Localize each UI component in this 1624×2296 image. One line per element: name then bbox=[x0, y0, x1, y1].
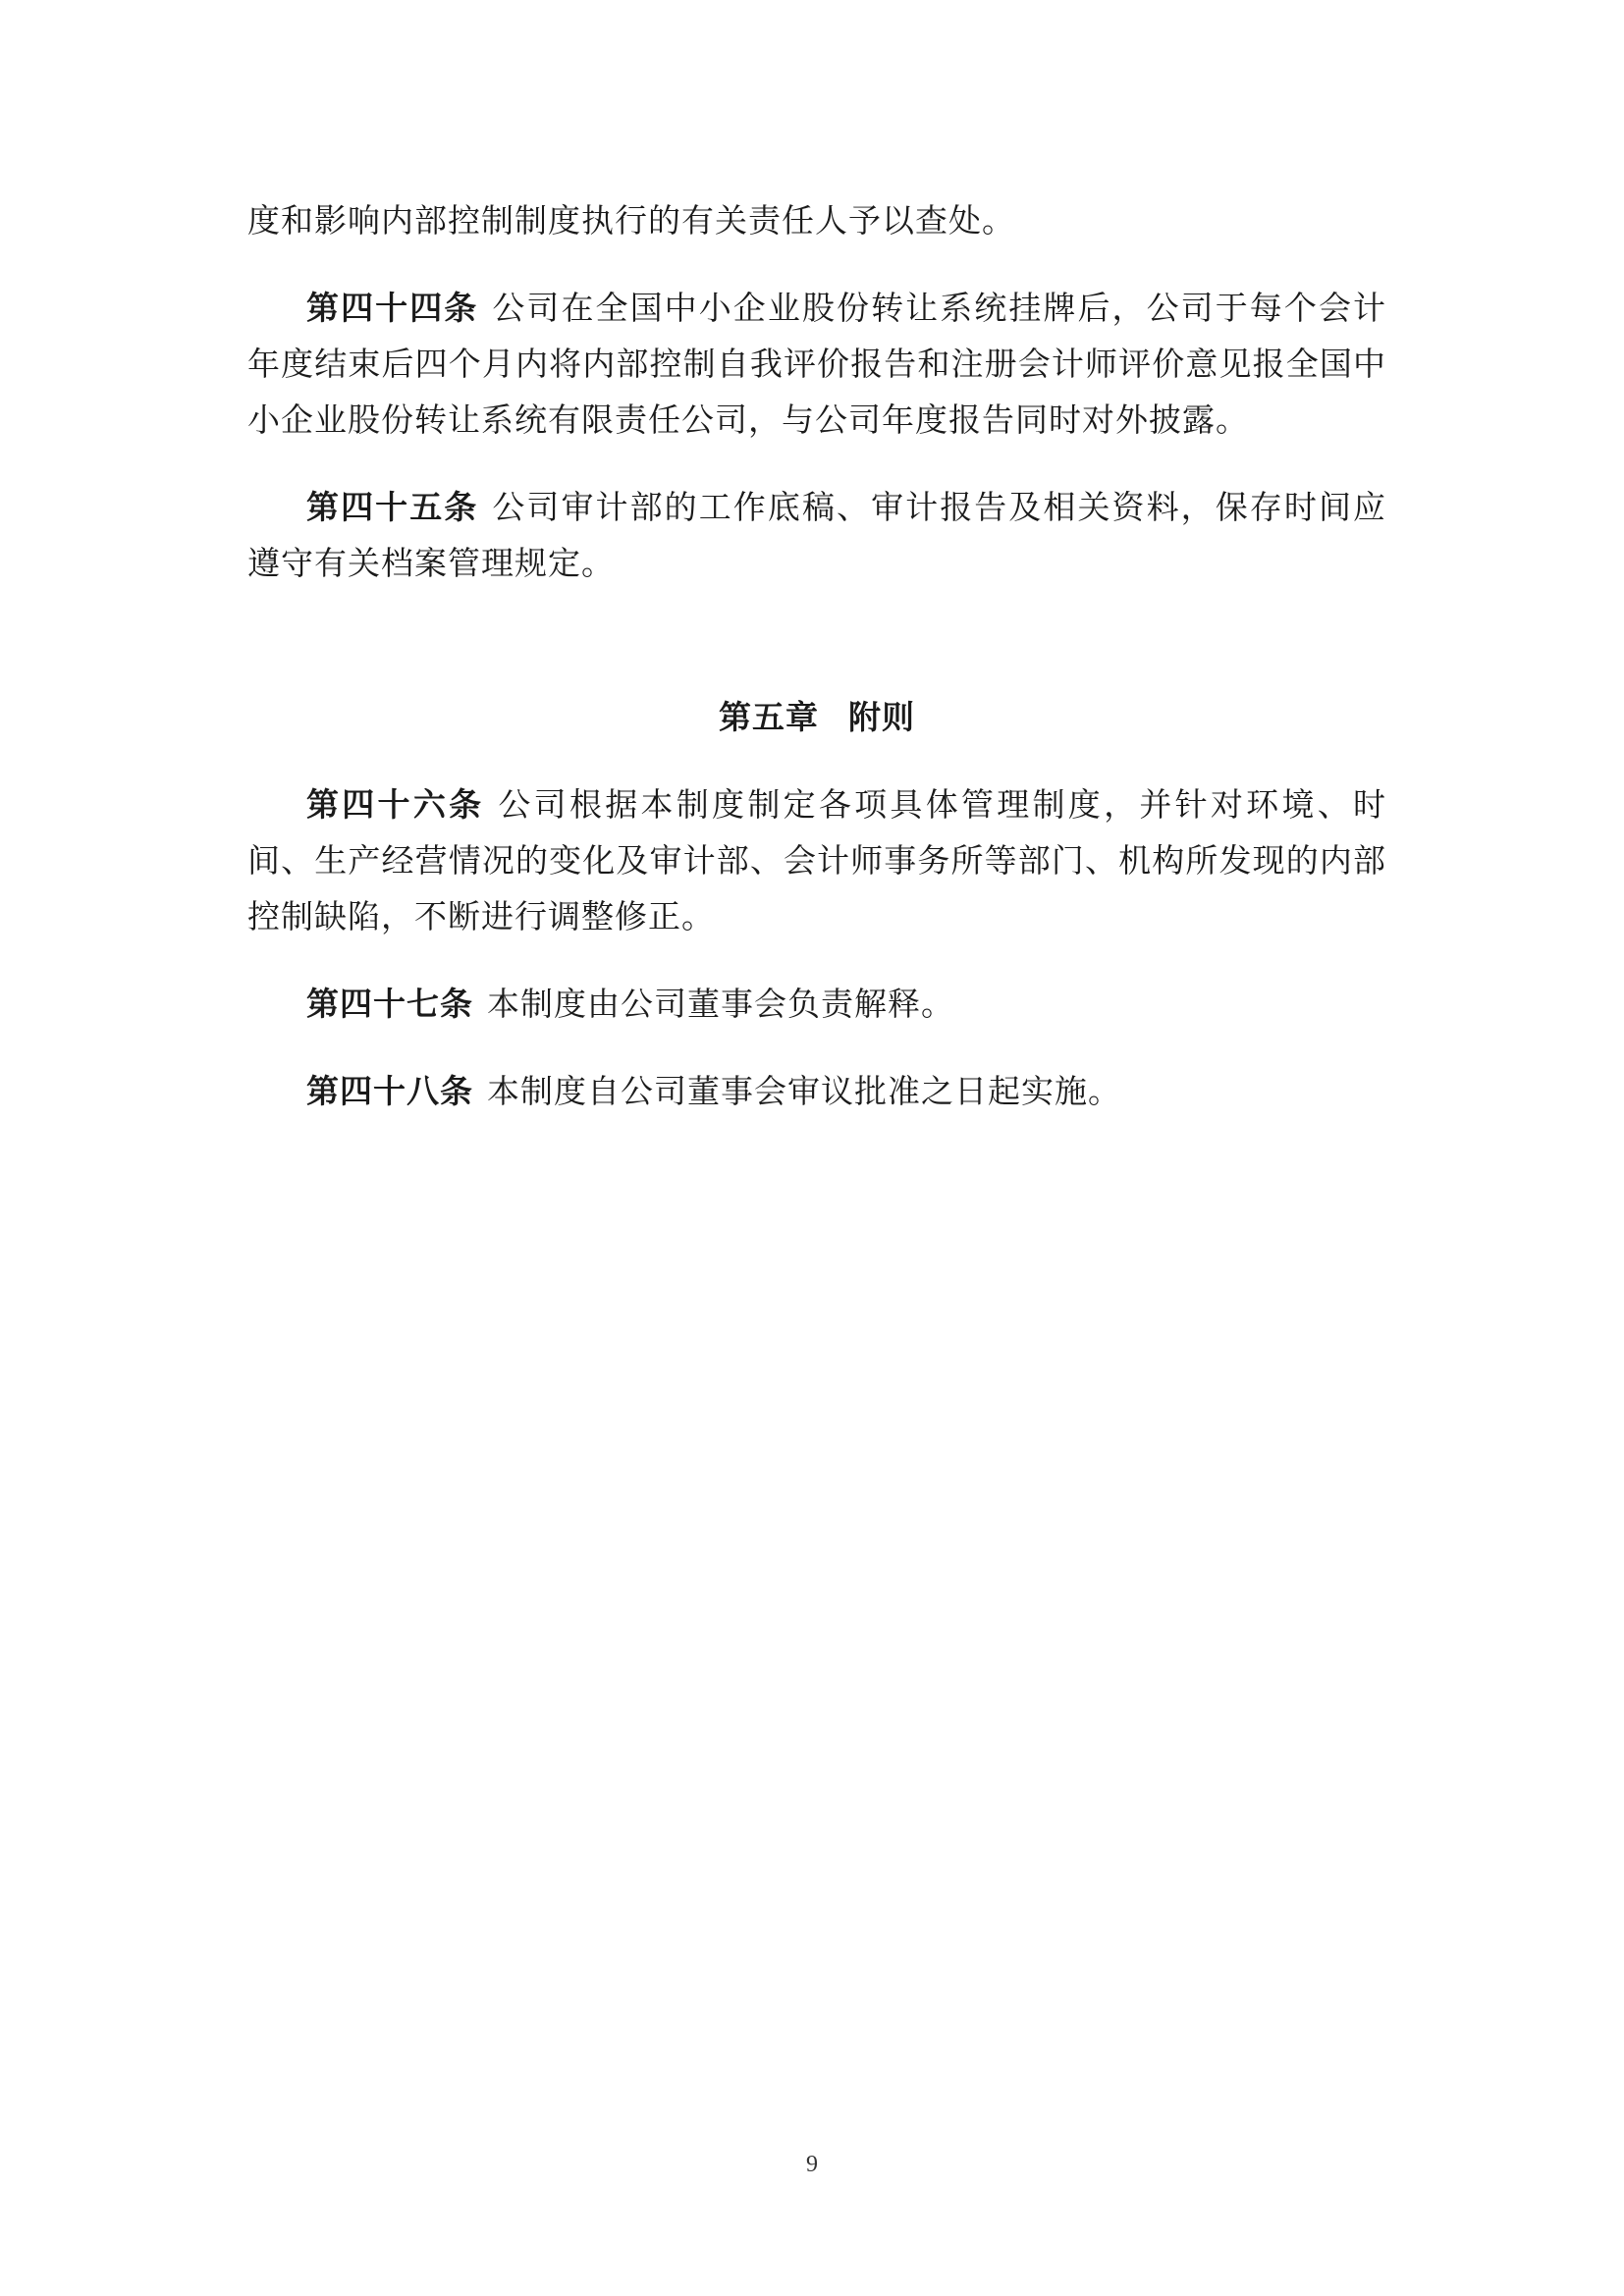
chapter-number: 第五章 bbox=[719, 698, 819, 736]
article-44 bbox=[247, 280, 1386, 448]
document-body bbox=[247, 192, 1386, 1150]
article-46 bbox=[247, 776, 1386, 944]
article-number: 第四十五条 bbox=[306, 488, 479, 526]
chapter-title: 附则 bbox=[848, 698, 915, 736]
chapter-heading bbox=[247, 689, 1386, 745]
article-text: 公司根据本制度制定各项具体管理制度，并针对环境、时间、生产经营情况的变化及审计部、会计师事务所等部门、机构所发现的内部控制缺陷，不断进行调整修正。 bbox=[247, 785, 1387, 935]
article-text: 本制度由公司董事会负责解释。 bbox=[487, 985, 954, 1023]
article-number: 第四十八条 bbox=[306, 1072, 473, 1110]
article-number: 第四十六条 bbox=[306, 785, 485, 824]
article-number: 第四十七条 bbox=[306, 985, 473, 1023]
paragraph-continued bbox=[247, 192, 1386, 248]
article-text: 公司在全国中小企业股份转让系统挂牌后，公司于每个会计年度结束后四个月内将内部控制自我评价报告和注册会计师评价意见报全国中小企业股份转让系统有限责任公司，与公司年度报告同时对外披露。 bbox=[247, 289, 1387, 439]
page-number: 9 bbox=[806, 2152, 818, 2177]
article-45 bbox=[247, 479, 1386, 591]
article-47 bbox=[247, 976, 1386, 1032]
article-48 bbox=[247, 1063, 1386, 1119]
paragraph-text: 度和影响内部控制制度执行的有关责任人予以查处。 bbox=[247, 201, 1015, 240]
article-text: 本制度自公司董事会审议批准之日起实施。 bbox=[487, 1072, 1121, 1110]
article-text: 公司审计部的工作底稿、审计报告及相关资料，保存时间应遵守有关档案管理规定。 bbox=[247, 488, 1387, 582]
article-number: 第四十四条 bbox=[306, 289, 479, 327]
